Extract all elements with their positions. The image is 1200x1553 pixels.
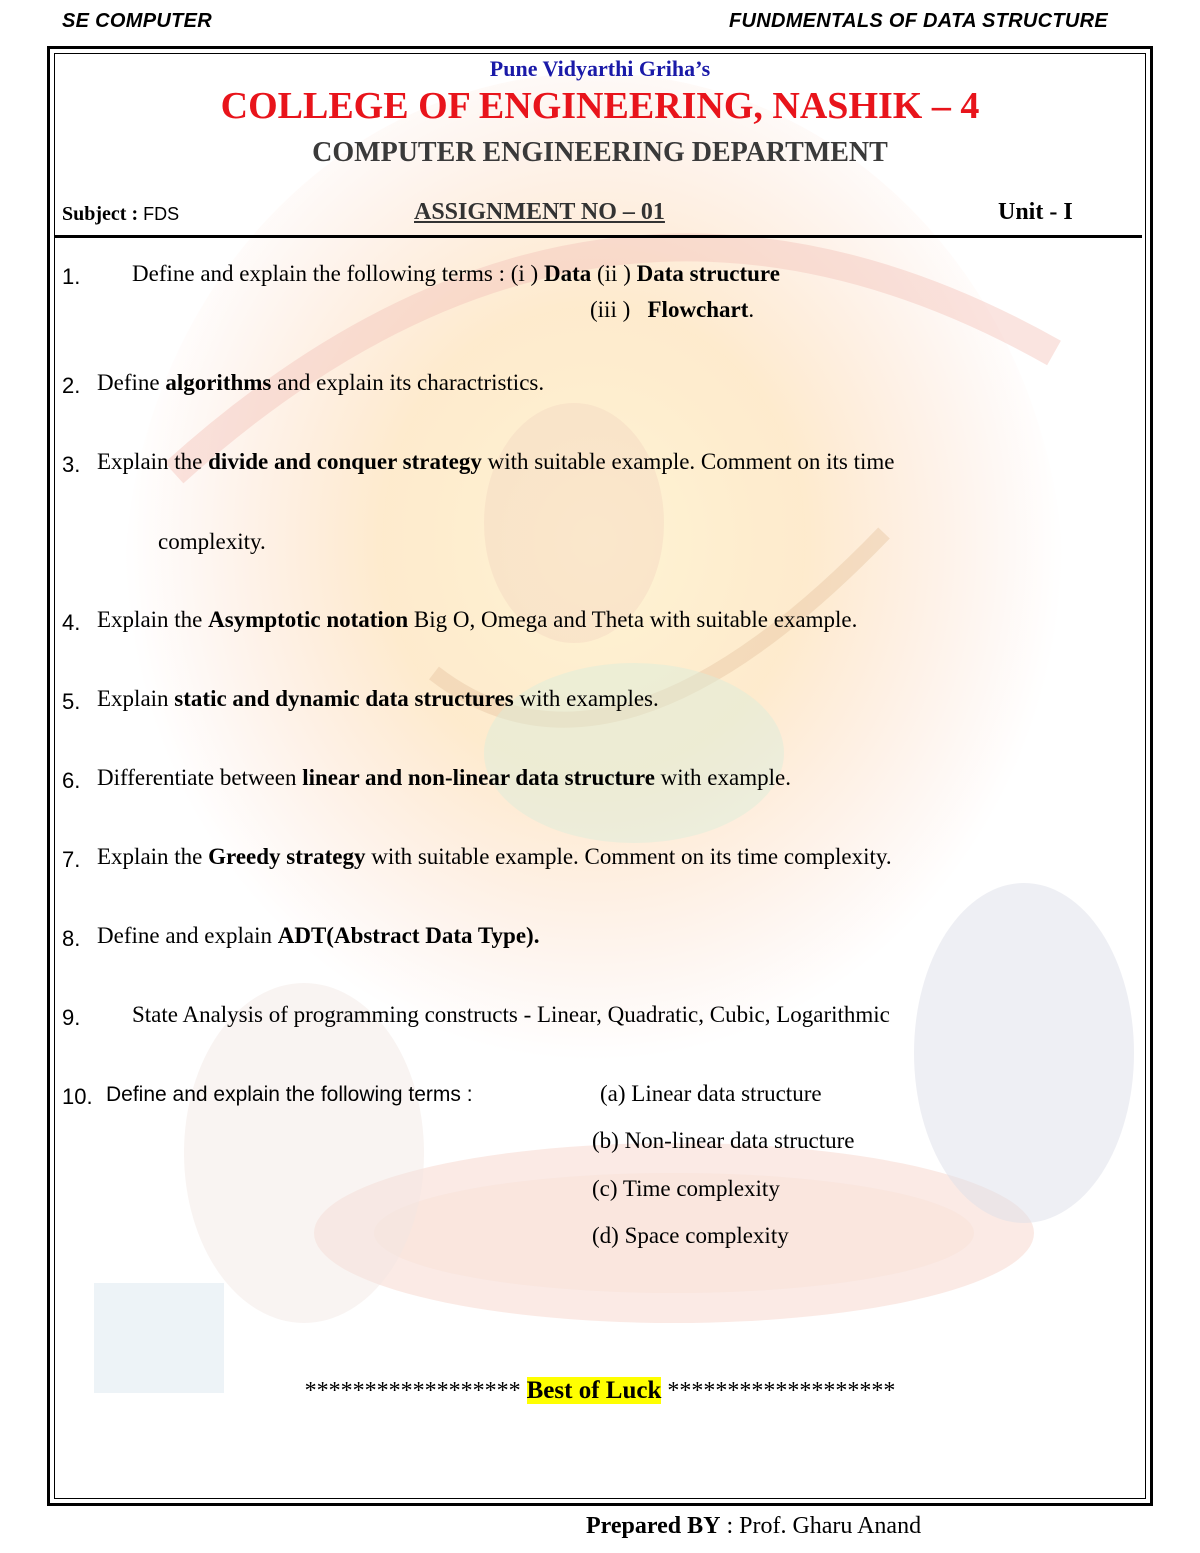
subject-value: FDS — [143, 204, 180, 224]
q1-number: 1. — [62, 264, 81, 289]
q1-line2-post: . — [748, 297, 755, 322]
q10-number: 10. — [62, 1084, 93, 1109]
q7-bold: Greedy strategy — [208, 844, 366, 869]
q6-text — [97, 765, 791, 791]
q7-number: 7. — [62, 847, 81, 872]
q10-item-b: (b) Non-linear data structure — [592, 1128, 855, 1153]
prepared-by-name: Prof. Gharu Anand — [739, 1513, 922, 1539]
q8-pre: Define and explain — [97, 923, 278, 948]
q1-line2 — [590, 297, 754, 323]
q8-text — [97, 923, 539, 949]
q7-text — [97, 844, 892, 870]
q6-bold: linear and non-linear data structure — [302, 765, 655, 790]
q2-bold: algorithms — [165, 370, 272, 395]
prepared-by — [586, 1513, 921, 1540]
page-header-right: FUNDMENTALS OF DATA STRUCTURE — [728, 10, 1108, 32]
college-name: COLLEGE OF ENGINEERING, NASHIK – 4 — [220, 85, 980, 127]
q3-post: with suitable example. Comment on its time — [481, 449, 895, 474]
q3-bold: divide and conquer strategy — [208, 449, 482, 474]
stars-right: ******************* — [667, 1378, 896, 1404]
q1-term-data: Data — [543, 261, 592, 286]
q4-pre: Explain the — [97, 607, 209, 632]
q2-post: and explain its charactristics. — [271, 370, 545, 395]
stars-left: ****************** — [304, 1378, 521, 1404]
unit-label: Unit - I — [998, 199, 1073, 225]
q2-number: 2. — [62, 373, 81, 398]
prepared-by-label: Prepared BY — [586, 1513, 721, 1539]
header-divider — [54, 235, 1142, 238]
q3-number: 3. — [62, 452, 81, 477]
assignment-title: ASSIGNMENT NO – 01 — [414, 199, 665, 225]
q5-text — [97, 686, 659, 712]
q5-bold: static and dynamic data structures — [174, 686, 514, 711]
q7-pre: Explain the — [97, 844, 209, 869]
q6-post: with example. — [654, 765, 791, 790]
q1-mid: (ii ) — [591, 261, 637, 286]
best-of-luck-text: Best of Luck — [526, 1377, 662, 1404]
q1-pre: Define and explain the following terms : (i ) — [132, 261, 544, 286]
q9-number: 9. — [62, 1005, 81, 1030]
q8-number: 8. — [62, 926, 81, 951]
q4-post: Big O, Omega and Theta with suitable example. — [408, 607, 858, 632]
q4-number: 4. — [62, 610, 81, 635]
q6-pre: Differentiate between — [97, 765, 303, 790]
q3-pre: Explain the — [97, 449, 209, 474]
q5-number: 5. — [62, 689, 81, 714]
q7-post: with suitable example. Comment on its time complexity. — [365, 844, 892, 869]
q3-line2: complexity. — [158, 529, 266, 554]
q2-pre: Define — [97, 370, 166, 395]
subject-line — [62, 203, 179, 226]
society-name: Pune Vidyarthi Griha’s — [489, 56, 711, 81]
q4-bold: Asymptotic notation — [208, 607, 409, 632]
best-of-luck-line — [54, 1377, 1146, 1405]
prepared-by-sep: : — [720, 1513, 740, 1539]
q1-line2-pre: (iii ) — [590, 297, 631, 322]
q1-term-data-structure: Data structure — [636, 261, 780, 286]
q3-text — [97, 449, 895, 475]
q10-item-a: (a) Linear data structure — [600, 1081, 822, 1106]
department-name: COMPUTER ENGINEERING DEPARTMENT — [312, 137, 888, 168]
q1-term-flowchart: Flowchart — [647, 297, 749, 322]
q8-bold: ADT(Abstract Data Type). — [277, 923, 540, 948]
page-header-left: SE COMPUTER — [62, 10, 212, 32]
q9-text: State Analysis of programming constructs - Linear, Quadratic, Cubic, Logarithmic — [132, 1002, 890, 1027]
q10-text: Define and explain the following terms : — [106, 1083, 473, 1106]
q5-pre: Explain — [97, 686, 175, 711]
q2-text — [97, 370, 544, 396]
q6-number: 6. — [62, 768, 81, 793]
q5-post: with examples. — [513, 686, 659, 711]
q10-item-c: (c) Time complexity — [592, 1176, 780, 1201]
subject-label: Subject : — [62, 203, 139, 225]
q1-text — [132, 261, 780, 287]
q10-item-d: (d) Space complexity — [592, 1223, 789, 1248]
q4-text — [97, 607, 857, 633]
